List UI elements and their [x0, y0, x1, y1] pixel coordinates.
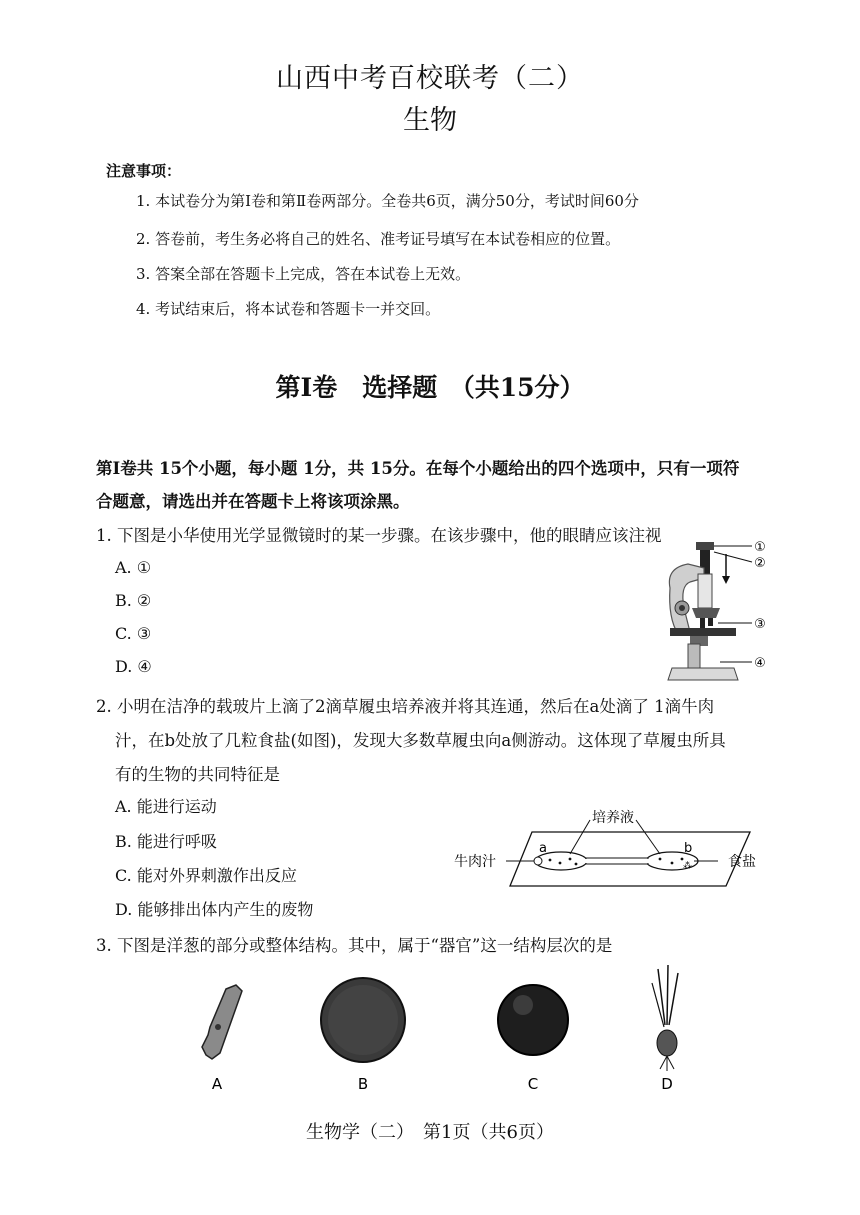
onion-label-b: B	[357, 1075, 369, 1093]
question-2-option-a: A. 能进行运动	[115, 797, 217, 816]
question-1-option-d: D. ④	[115, 657, 152, 676]
question-2-stem-line-2: 汁，在b处放了几粒食盐(如图)，发现大多数草履虫向a侧游动。这体现了草履虫所具	[115, 731, 726, 750]
question-2-option-d: D. 能够排出体内产生的废物	[115, 900, 314, 919]
salt-grains: ⁂	[683, 861, 692, 871]
question-1-stem: 1. 下图是小华使用光学显微镜时的某一步骤。在该步骤中，他的眼睛应该注视	[96, 526, 662, 545]
notice-item-2: 2. 答卷前，考生务必将自己的姓名、准考证号填写在本试卷相应的位置。	[136, 230, 621, 248]
question-1-option-b: B. ②	[115, 591, 152, 610]
onion-label-a: A	[211, 1075, 223, 1093]
microscope-label-1: ①	[754, 540, 766, 555]
culture-label: 培养液	[592, 810, 634, 826]
microscope-figure	[660, 538, 770, 686]
question-2-stem-line-1: 2. 小明在洁净的载玻片上滴了2滴草履虫培养液并将其连通，然后在a处滴了 1滴牛肉	[96, 697, 715, 716]
beef-broth-label: 牛肉汁	[454, 854, 496, 870]
microscope-label-4: ④	[754, 656, 766, 671]
microscope-label-2: ②	[754, 556, 766, 571]
notice-item-4: 4. 考试结束后，将本试卷和答题卡一并交回。	[136, 300, 441, 318]
salt-label: 食盐	[728, 854, 756, 870]
notice-item-3: 3. 答案全部在答题卡上完成，答在本试卷上无效。	[136, 265, 471, 283]
beef-broth-drop	[534, 857, 542, 865]
point-a-label: a	[539, 841, 547, 856]
question-2-option-c: C. 能对外界刺激作出反应	[115, 866, 297, 885]
onion-bulb-shape	[498, 985, 568, 1055]
onion-cell-shape	[202, 985, 242, 1059]
section-intro-line-1: 第Ⅰ卷共 15个小题，每小题 1分，共 15分。在每个小题给出的四个选项中，只有一项符	[96, 459, 740, 478]
notice-heading: 注意事项：	[106, 162, 182, 180]
subject-title: 生物	[403, 105, 457, 136]
onion-label-d: D	[661, 1075, 673, 1093]
question-1-option-a: A. ①	[115, 558, 152, 577]
notice-item-1: 1. 本试卷分为第Ⅰ卷和第Ⅱ卷两部分。全卷共6页，满分50分，考试时间60分	[136, 192, 639, 210]
section-title: 第Ⅰ卷 选择题 （共15分）	[275, 373, 585, 402]
onion-label-c: C	[527, 1075, 539, 1093]
page-footer: 生物学（二） 第1页（共6页）	[306, 1122, 554, 1143]
question-3-stem: 3. 下图是洋葱的部分或整体结构。其中，属于“器官”这一结构层次的是	[96, 936, 613, 955]
question-2-option-b: B. 能进行呼吸	[115, 832, 217, 851]
exam-title: 山西中考百校联考（二）	[276, 63, 584, 94]
point-b-label: b	[684, 841, 693, 856]
microscope-label-3: ③	[754, 617, 766, 632]
question-2-stem-line-3: 有的生物的共同特征是	[115, 765, 280, 784]
onion-plant-shape	[652, 965, 678, 1071]
question-1-option-c: C. ③	[115, 624, 152, 643]
slide-figure	[450, 800, 770, 895]
section-intro-line-2: 合题意，请选出并在答题卡上将该项涂黑。	[96, 492, 410, 511]
onion-figures	[180, 965, 700, 1095]
